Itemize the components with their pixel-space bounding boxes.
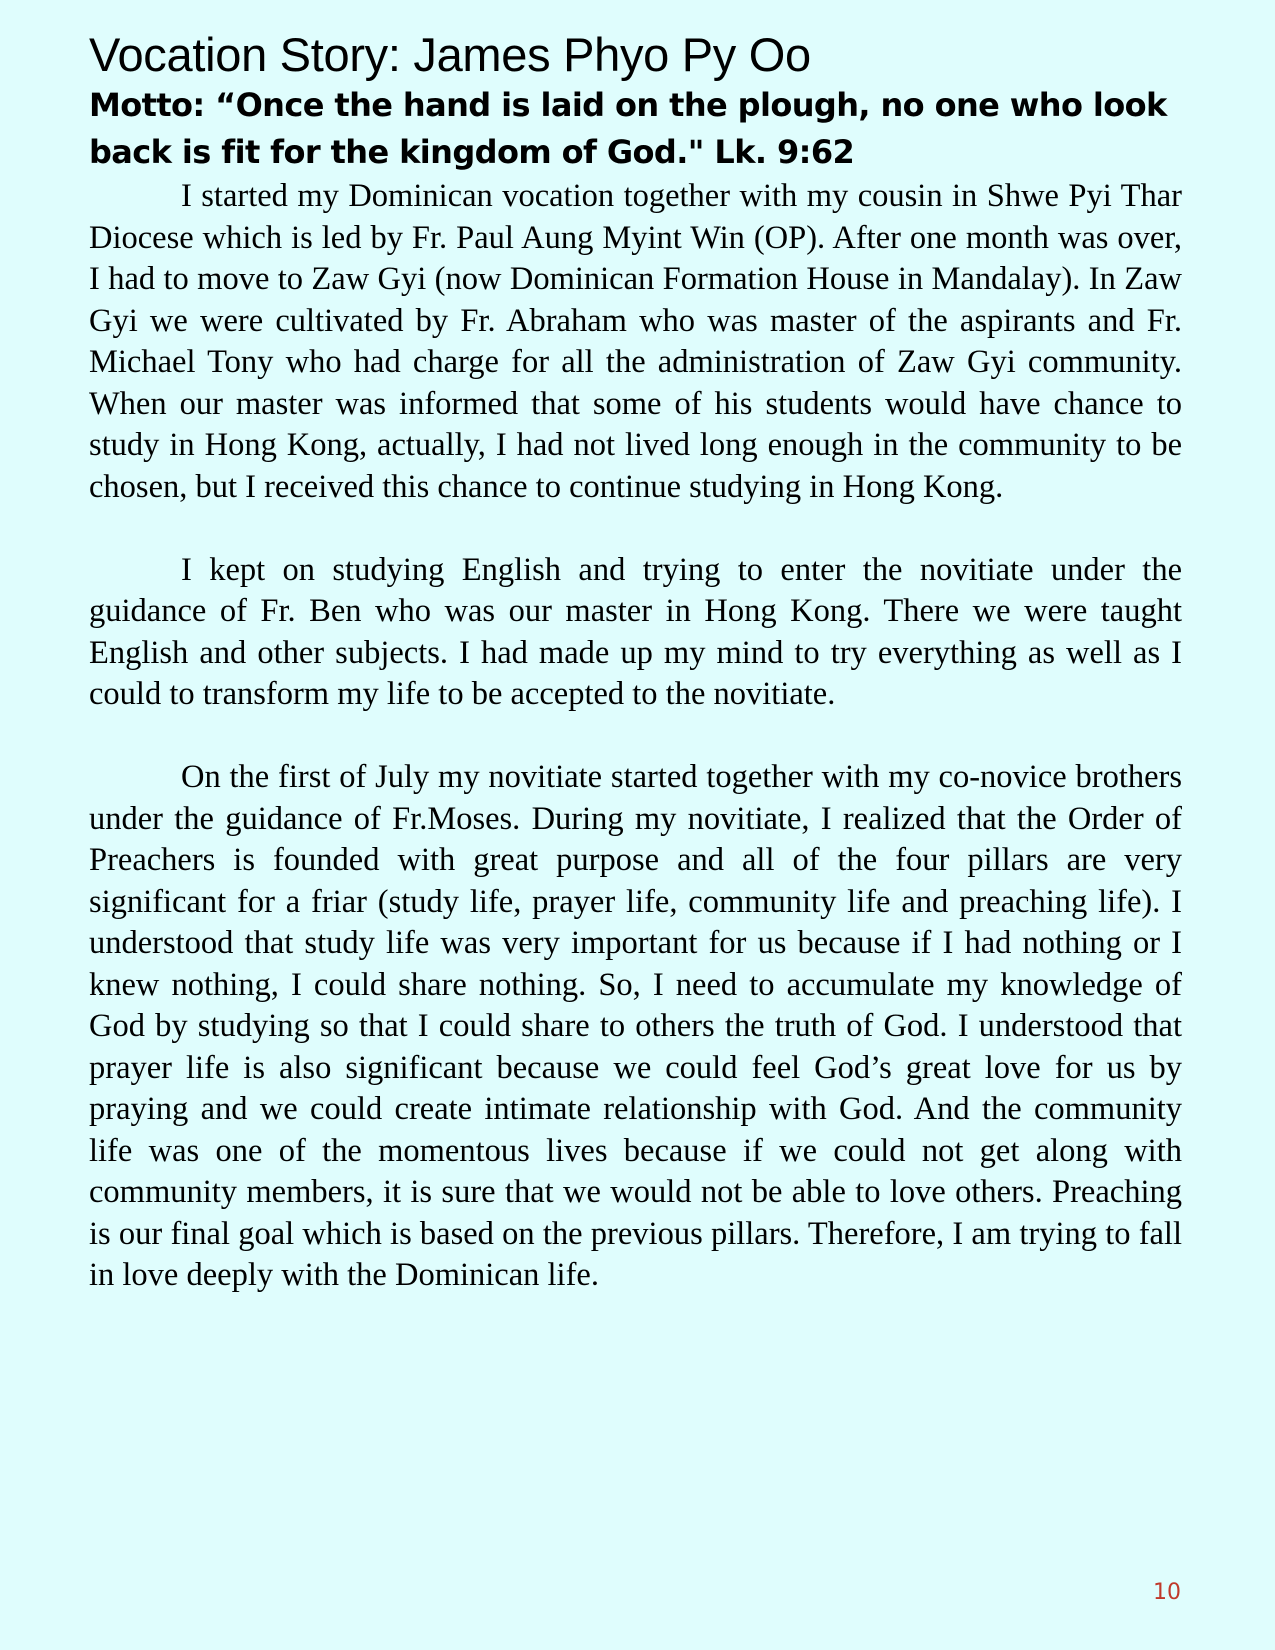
paragraph: I started my Dominican vocation together with my cousin in Shwe Pyi Thar Diocese which is led by Fr. Paul Aung Myint Win (OP). After one month was over, I had to move to Zaw Gyi (now Dominican Formation House in Mandalay). In Zaw Gyi we were cultivated by Fr. Abraham who was master of the aspirants and Fr. Michael Tony who had charge for all the administration of Zaw Gyi community. When our master was informed that some of his students would have chance to study in Hong Kong, actually, I had not lived long enough in the community to be chosen, but I received this chance to continue studying in Hong Kong. (89, 178, 1182, 505)
motto-heading: Motto: “Once the hand is laid on the plough, no one who look back is fit for the kingdom of God." Lk. 9:62 (89, 86, 1167, 171)
paragraph: I kept on studying English and trying to enter the novitiate under the guidance of Fr. Ben who was our master in Hong Kong. There we were taught English and other subjects. I had made up my mind to try everything as well as I could to transform my life to be accepted to the novitiate. (89, 551, 1182, 712)
document-page (89, 28, 1182, 1297)
page-number: 10 (1153, 1580, 1181, 1605)
paragraph: On the first of July my novitiate started together with my co-novice brothers under the guidance of Fr.Moses. During my novitiate, I realized that the Order of Preachers is founded with great purpose and all of the four pillars are very significant for a friar (study life, prayer life, community life and preaching life). I understood that study life was very important for us because if I had nothing or I knew nothing, I could share nothing. So, I need to accumulate my knowledge of God by studying so that I could share to others the truth of God. I understood that prayer life is also significant because we could feel God’s great love for us by praying and we could create intimate relationship with God. And the community life was one of the momentous lives because if we could not get along with community members, it is sure that we would not be able to love others. Preaching is our final goal which is based on the previous pillars. Therefore, I am trying to fall in love deeply with the Dominican life. (89, 759, 1182, 1293)
page-title: Vocation Story: James Phyo Py Oo (89, 28, 811, 81)
body-text (89, 176, 1182, 1297)
